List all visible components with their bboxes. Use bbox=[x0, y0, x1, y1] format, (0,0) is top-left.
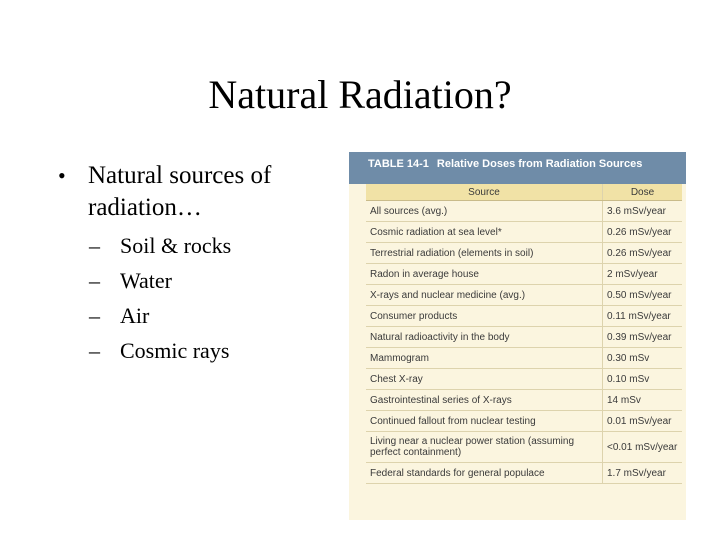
dose-cell: 0.11 mSv/year bbox=[603, 306, 683, 327]
slide-title: Natural Radiation? bbox=[208, 72, 512, 117]
table-row bbox=[366, 264, 682, 285]
source-cell: Mammogram bbox=[366, 348, 603, 369]
table-row bbox=[366, 432, 682, 463]
source-cell: Gastrointestinal series of X-rays bbox=[366, 390, 603, 411]
table-row bbox=[366, 285, 682, 306]
bullet-item bbox=[58, 160, 348, 224]
table-header-row bbox=[366, 184, 682, 201]
source-cell: Living near a nuclear power station (assuming perfect containment) bbox=[366, 432, 603, 463]
column-header-dose: Dose bbox=[603, 184, 683, 201]
sub-bullet-list bbox=[58, 228, 348, 368]
dose-cell: 1.7 mSv/year bbox=[603, 463, 683, 484]
table-row bbox=[366, 348, 682, 369]
source-cell: Chest X-ray bbox=[366, 369, 603, 390]
dose-cell: 0.50 mSv/year bbox=[603, 285, 683, 306]
bullet-text: Natural sources of radiation… bbox=[88, 162, 272, 221]
sub-bullet-item bbox=[58, 263, 348, 298]
table-row bbox=[366, 243, 682, 264]
table-number: TABLE 14-1 bbox=[368, 158, 429, 170]
source-cell: Terrestrial radiation (elements in soil) bbox=[366, 243, 603, 264]
table-row bbox=[366, 201, 682, 222]
dose-cell: <0.01 mSv/year bbox=[603, 432, 683, 463]
sub-bullet-text: Air bbox=[120, 303, 150, 328]
dose-cell: 0.01 mSv/year bbox=[603, 411, 683, 432]
table-row bbox=[366, 463, 682, 484]
dash-icon: – bbox=[89, 233, 100, 258]
dose-cell: 2 mSv/year bbox=[603, 264, 683, 285]
source-cell: Cosmic radiation at sea level* bbox=[366, 222, 603, 243]
dose-cell: 0.26 mSv/year bbox=[603, 222, 683, 243]
dose-table bbox=[366, 184, 682, 484]
radiation-dose-table-figure bbox=[349, 152, 686, 520]
dose-cell: 0.10 mSv bbox=[603, 369, 683, 390]
dose-cell: 0.39 mSv/year bbox=[603, 327, 683, 348]
source-cell: All sources (avg.) bbox=[366, 201, 603, 222]
source-cell: Continued fallout from nuclear testing bbox=[366, 411, 603, 432]
dash-icon: – bbox=[89, 268, 100, 293]
table-row bbox=[366, 306, 682, 327]
table-row bbox=[366, 390, 682, 411]
source-cell: Consumer products bbox=[366, 306, 603, 327]
dash-icon: – bbox=[89, 338, 100, 363]
sub-bullet-item bbox=[58, 228, 348, 263]
sub-bullet-text: Cosmic rays bbox=[120, 338, 230, 363]
dash-icon: – bbox=[89, 303, 100, 328]
bullet-list bbox=[58, 160, 348, 393]
table-caption-text: Relative Doses from Radiation Sources bbox=[436, 158, 643, 170]
source-cell: Radon in average house bbox=[366, 264, 603, 285]
dose-cell: 0.26 mSv/year bbox=[603, 243, 683, 264]
sub-bullet-text: Water bbox=[120, 268, 172, 293]
table-row bbox=[366, 327, 682, 348]
sub-bullet-item bbox=[58, 298, 348, 333]
source-cell: Natural radioactivity in the body bbox=[366, 327, 603, 348]
column-header-source: Source bbox=[366, 184, 603, 201]
dose-cell: 14 mSv bbox=[603, 390, 683, 411]
bullet-dot-icon: • bbox=[58, 163, 66, 188]
sub-bullet-item bbox=[58, 333, 348, 368]
source-cell: Federal standards for general populace bbox=[366, 463, 603, 484]
table-row bbox=[366, 222, 682, 243]
dose-cell: 0.30 mSv bbox=[603, 348, 683, 369]
sub-bullet-text: Soil & rocks bbox=[120, 233, 232, 258]
table-row bbox=[366, 411, 682, 432]
dose-cell: 3.6 mSv/year bbox=[603, 201, 683, 222]
table-caption bbox=[349, 152, 686, 184]
source-cell: X-rays and nuclear medicine (avg.) bbox=[366, 285, 603, 306]
table-row bbox=[366, 369, 682, 390]
table-body bbox=[366, 184, 682, 484]
